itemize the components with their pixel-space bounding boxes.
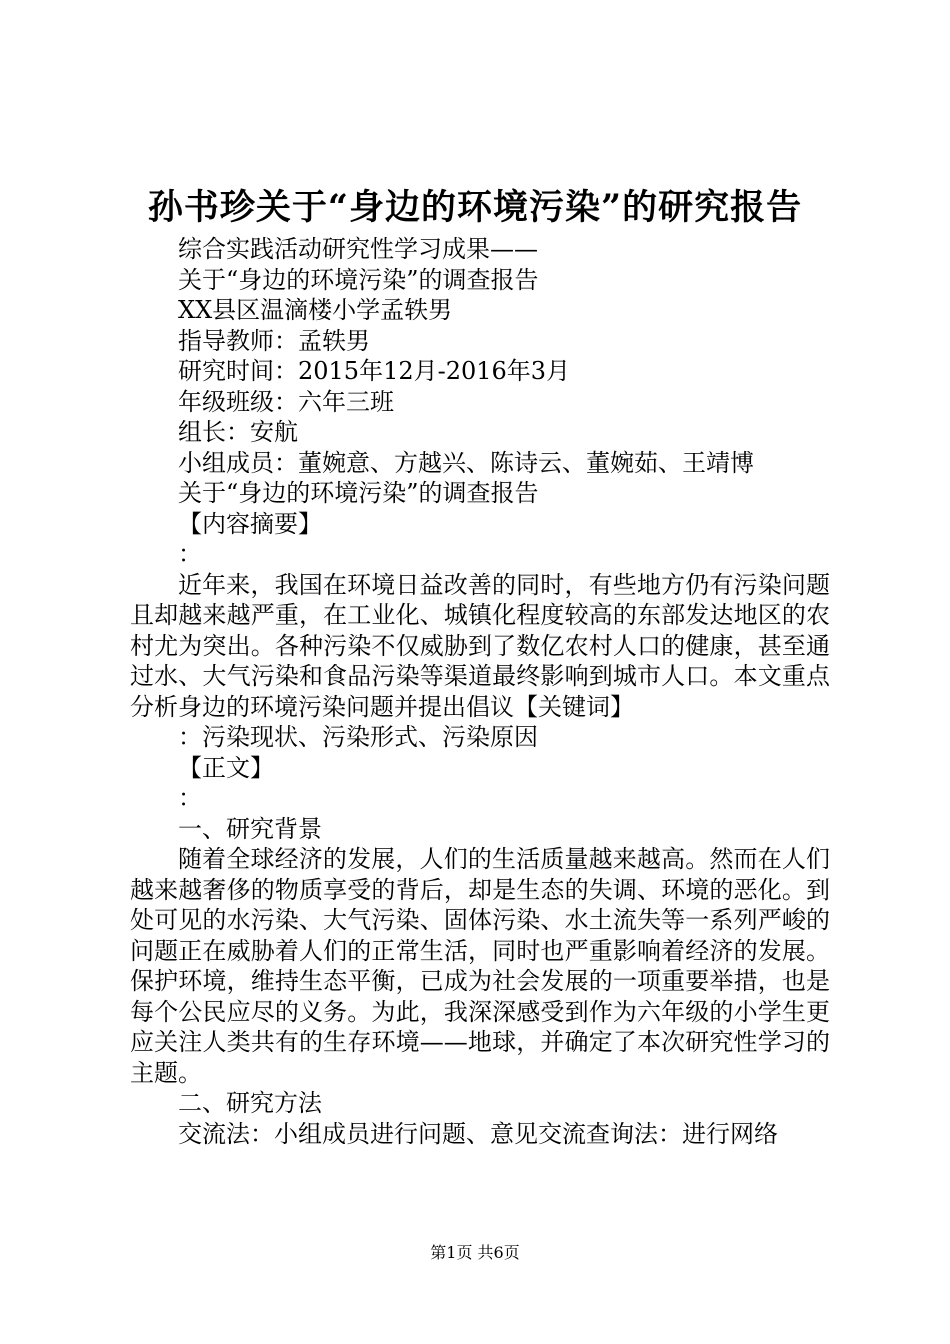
research-time-line: 研究时间：2015年12月-2016年3月 xyxy=(178,357,571,385)
document-body xyxy=(130,234,830,1149)
author-line: XX县区温滴楼小学孟轶男 xyxy=(178,296,453,324)
methods-paragraph: 交流法：小组成员进行问题、意见交流查询法：进行网络 xyxy=(178,1119,778,1148)
page-number-footer: 第1页 共6页 xyxy=(430,1243,520,1262)
report-title-line: 关于“身边的环境污染”的调查报告 xyxy=(178,265,539,294)
abstract-paragraph: 近年来，我国在环境日益改善的同时，有些地方仍有污染问题且却越来越严重，在工业化、城镇化程度较高的东部发达地区的农村尤为突出。各种污染不仅威胁到了数亿农村人口的健康，甚至通过水、大气污染和食品污染等渠道最终影响到城市人口。本文重点分析身边的环境污染问题并提出倡议【关键词】 xyxy=(130,570,830,721)
document-title: 孙书珍关于“身边的环境污染”的研究报告 xyxy=(147,187,803,228)
subtitle-line: 综合实践活动研究性学习成果—— xyxy=(178,235,538,263)
body-colon: ： xyxy=(178,784,202,812)
body-heading: 【正文】 xyxy=(178,753,274,782)
section-heading-methods: 二、研究方法 xyxy=(178,1089,322,1117)
abstract-heading: 【内容摘要】 xyxy=(178,509,322,538)
grade-class-line: 年级班级：六年三班 xyxy=(178,387,394,416)
group-leader-line: 组长：安航 xyxy=(178,418,298,446)
teacher-line: 指导教师：孟轶男 xyxy=(178,326,370,355)
keywords-line: ：污染现状、污染形式、污染原因 xyxy=(178,723,538,751)
section-heading-background: 一、研究背景 xyxy=(178,814,322,843)
group-members-line: 小组成员：董婉意、方越兴、陈诗云、董婉茹、王靖博 xyxy=(178,448,754,477)
abstract-colon: ： xyxy=(178,540,202,568)
report-title-repeat-line: 关于“身边的环境污染”的调查报告 xyxy=(178,479,539,507)
background-paragraph: 随着全球经济的发展，人们的生活质量越来越高。然而在人们越来越奢侈的物质享受的背后，却是生态的失调、环境的恶化。到处可见的水污染、大气污染、固体污染、水土流失等一系列严峻的问题正在威胁着人们的正常生活，同时也严重影响着经济的发展。保护环境，维持生态平衡，已成为社会发展的一项重要举措，也是每个公民应尽的义务。为此，我深深感受到作为六年级的小学生更应关注人类共有的生存环境——地球，并确定了本次研究性学习的主题。 xyxy=(130,845,830,1087)
